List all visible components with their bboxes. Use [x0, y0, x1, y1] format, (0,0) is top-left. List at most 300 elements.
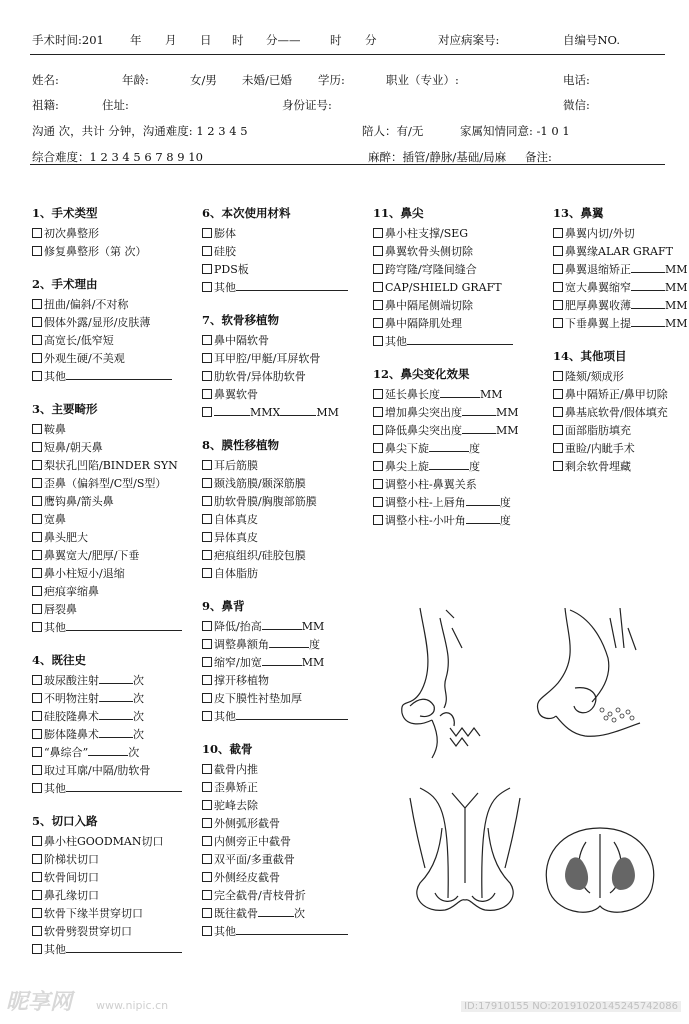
checkbox-item[interactable] — [553, 440, 688, 458]
checkbox-item[interactable] — [373, 422, 519, 440]
checklist-section — [373, 204, 519, 351]
checkbox-icon[interactable] — [373, 318, 383, 328]
checkbox-label: 歪鼻（偏斜型/C型/S型） — [44, 477, 167, 490]
checkbox-icon[interactable] — [32, 586, 42, 596]
fill-in-blank[interactable] — [99, 719, 133, 720]
section-title: 13、鼻翼 — [553, 206, 604, 220]
checklist-column — [202, 204, 348, 955]
watermark-logo: 昵享网 — [6, 990, 73, 1015]
checkbox-label: 缩窄/加宽 — [214, 656, 262, 669]
checkbox-icon[interactable] — [373, 246, 383, 256]
checkbox-icon[interactable] — [202, 407, 212, 417]
watermark-id: ID:17910155 NO:20191020145245742086 — [461, 1001, 681, 1012]
header-field-self-no: 自编号NO. — [563, 33, 620, 47]
section-title: 8、膜性移植物 — [202, 438, 280, 452]
fill-in-blank[interactable] — [631, 326, 665, 327]
checkbox-item[interactable] — [202, 386, 348, 404]
checkbox-item[interactable] — [553, 279, 688, 297]
checkbox-item[interactable] — [32, 708, 182, 726]
checkbox-item[interactable] — [373, 261, 519, 279]
checkbox-icon[interactable] — [553, 389, 563, 399]
checkbox-item[interactable] — [373, 404, 519, 422]
checkbox-icon[interactable] — [32, 944, 42, 954]
checkbox-icon[interactable] — [32, 353, 42, 363]
checkbox-icon[interactable] — [32, 424, 42, 434]
checkbox-icon[interactable] — [32, 890, 42, 900]
checkbox-icon[interactable] — [373, 407, 383, 417]
checkbox-label: 颞浅筋膜/颞深筋膜 — [214, 477, 306, 490]
checkbox-label: 肋软骨/异体肋软骨 — [214, 370, 306, 383]
checkbox-icon[interactable] — [32, 765, 42, 775]
checkbox-item[interactable] — [32, 475, 182, 493]
checkbox-icon[interactable] — [32, 926, 42, 936]
checkbox-icon[interactable] — [202, 478, 212, 488]
fill-in-blank[interactable] — [429, 469, 469, 470]
header-field-name: 姓名: — [32, 73, 59, 87]
checkbox-icon[interactable] — [202, 621, 212, 631]
checkbox-item[interactable] — [202, 672, 348, 690]
checkbox-item[interactable] — [32, 833, 182, 851]
checkbox-item[interactable] — [202, 923, 348, 941]
checkbox-label: 降低/抬高 — [214, 620, 262, 633]
fill-in-blank[interactable] — [631, 308, 665, 309]
checkbox-icon[interactable] — [202, 353, 212, 363]
checkbox-icon[interactable] — [202, 872, 212, 882]
fill-in-blank[interactable] — [440, 397, 480, 398]
checkbox-icon[interactable] — [373, 300, 383, 310]
checkbox-icon[interactable] — [202, 782, 212, 792]
unit-label: 次 — [294, 907, 305, 920]
checkbox-icon[interactable] — [373, 461, 383, 471]
checkbox-label: 撑开移植物 — [214, 674, 269, 687]
checkbox-item[interactable] — [202, 618, 348, 636]
checkbox-icon[interactable] — [202, 764, 212, 774]
checkbox-icon[interactable] — [32, 908, 42, 918]
checkbox-item[interactable] — [373, 494, 519, 512]
fill-in-blank[interactable] — [429, 451, 469, 452]
checkbox-icon[interactable] — [32, 711, 42, 721]
checkbox-item[interactable] — [32, 619, 182, 637]
unit-label: MM — [301, 620, 325, 633]
fill-in-blank[interactable] — [214, 415, 250, 416]
fill-in-blank[interactable] — [466, 523, 500, 524]
checkbox-item[interactable] — [373, 243, 519, 261]
checkbox-item[interactable] — [202, 368, 348, 386]
checkbox-icon[interactable] — [202, 890, 212, 900]
checkbox-item[interactable] — [202, 851, 348, 869]
checkbox-icon[interactable] — [202, 639, 212, 649]
unit-label: 度 — [499, 514, 511, 527]
checkbox-label: 鼻翼缘ALAR GRAFT — [565, 245, 673, 258]
checkbox-item[interactable] — [553, 243, 688, 261]
checkbox-icon[interactable] — [32, 622, 42, 632]
fill-in-blank[interactable] — [280, 415, 316, 416]
unit-label: MM — [665, 299, 688, 312]
checkbox-label: 软骨间切口 — [44, 871, 99, 884]
checkbox-item[interactable] — [32, 601, 182, 619]
checkbox-icon[interactable] — [553, 300, 563, 310]
checkbox-item[interactable] — [202, 708, 348, 726]
header-field-hour2: 时 — [330, 33, 342, 47]
header-field-address: 住址: — [102, 98, 129, 112]
checkbox-icon[interactable] — [32, 747, 42, 757]
checkbox-item[interactable] — [32, 547, 182, 565]
checkbox-item[interactable] — [202, 243, 348, 261]
checkbox-icon[interactable] — [202, 264, 212, 274]
checkbox-item[interactable] — [202, 547, 348, 565]
checkbox-item[interactable] — [202, 636, 348, 654]
checkbox-item[interactable] — [32, 350, 182, 368]
checkbox-icon[interactable] — [553, 264, 563, 274]
checkbox-label: 其他 — [44, 370, 66, 383]
checkbox-item[interactable] — [32, 905, 182, 923]
checkbox-icon[interactable] — [373, 479, 383, 489]
checkbox-icon[interactable] — [202, 908, 212, 918]
checkbox-item[interactable] — [32, 529, 182, 547]
checkbox-item[interactable] — [32, 726, 182, 744]
fill-in-blank[interactable] — [407, 344, 513, 345]
checkbox-icon[interactable] — [553, 407, 563, 417]
checkbox-label: 鼻中隔尾侧端切除 — [385, 299, 473, 312]
checkbox-label: 不明物注射 — [44, 692, 99, 705]
checkbox-icon[interactable] — [32, 693, 42, 703]
checkbox-icon[interactable] — [32, 854, 42, 864]
checkbox-icon[interactable] — [202, 460, 212, 470]
checkbox-label: 鞍鼻 — [44, 423, 66, 436]
checkbox-item[interactable] — [202, 261, 348, 279]
checkbox-icon[interactable] — [553, 461, 563, 471]
checkbox-item[interactable] — [32, 851, 182, 869]
checkbox-icon[interactable] — [32, 568, 42, 578]
checkbox-icon[interactable] — [202, 836, 212, 846]
checkbox-item[interactable] — [32, 923, 182, 941]
checklist-section — [202, 740, 348, 941]
checkbox-item[interactable] — [553, 225, 688, 243]
unit-label: MM — [301, 656, 325, 669]
checkbox-icon[interactable] — [202, 675, 212, 685]
checkbox-icon[interactable] — [373, 515, 383, 525]
checkbox-item[interactable] — [202, 690, 348, 708]
checkbox-icon[interactable] — [553, 228, 563, 238]
checkbox-icon[interactable] — [553, 371, 563, 381]
checkbox-item[interactable] — [553, 261, 688, 279]
header-field-communication: 沟通 次，共计 分钟，沟通难度: 1 2 3 4 5 — [32, 124, 248, 138]
checkbox-icon[interactable] — [553, 246, 563, 256]
checkbox-icon[interactable] — [32, 478, 42, 488]
checkbox-item[interactable] — [32, 941, 182, 959]
checkbox-item[interactable] — [32, 368, 182, 386]
checkbox-label: 双平面/多重截骨 — [214, 853, 295, 866]
checkbox-icon[interactable] — [202, 532, 212, 542]
fill-in-blank[interactable] — [631, 290, 665, 291]
checkbox-icon[interactable] — [32, 604, 42, 614]
header-field-consent: 家属知情同意: -1 0 1 — [460, 124, 570, 138]
checkbox-item[interactable] — [373, 476, 519, 494]
checkbox-item[interactable] — [202, 493, 348, 511]
checkbox-label: 其他 — [214, 925, 236, 938]
section-title: 6、本次使用材料 — [202, 206, 291, 220]
fill-in-blank[interactable] — [236, 719, 348, 720]
section-title: 4、既往史 — [32, 653, 87, 667]
checkbox-item[interactable] — [202, 350, 348, 368]
fill-in-blank[interactable] — [99, 683, 133, 684]
checkbox-icon[interactable] — [373, 228, 383, 238]
checkbox-icon[interactable] — [32, 514, 42, 524]
fill-in-blank[interactable] — [462, 433, 496, 434]
checkbox-icon[interactable] — [32, 532, 42, 542]
checkbox-icon[interactable] — [32, 729, 42, 739]
checkbox-item[interactable] — [202, 654, 348, 672]
fill-in-blank[interactable] — [269, 647, 309, 648]
unit-label: MM — [480, 388, 503, 401]
checkbox-label: 延长鼻长度 — [385, 388, 440, 401]
checkbox-item[interactable] — [32, 565, 182, 583]
section-title: 10、截骨 — [202, 742, 253, 756]
checklist-section — [202, 311, 348, 422]
checkbox-icon[interactable] — [32, 872, 42, 882]
checkbox-item[interactable] — [202, 905, 348, 923]
checkbox-icon[interactable] — [202, 550, 212, 560]
checkbox-icon[interactable] — [202, 854, 212, 864]
checkbox-item[interactable] — [373, 279, 519, 297]
checkbox-icon[interactable] — [553, 282, 563, 292]
checkbox-item[interactable] — [373, 440, 519, 458]
checkbox-icon[interactable] — [202, 246, 212, 256]
checkbox-icon[interactable] — [373, 264, 383, 274]
checkbox-icon[interactable] — [32, 550, 42, 560]
section-title: 1、手术类型 — [32, 206, 98, 220]
checkbox-item[interactable] — [202, 332, 348, 350]
unit-label: 次 — [133, 728, 144, 741]
header-field-age: 年龄: — [122, 73, 149, 87]
checkbox-icon[interactable] — [373, 497, 383, 507]
checkbox-item[interactable] — [373, 225, 519, 243]
checkbox-item[interactable] — [202, 225, 348, 243]
checkbox-label: PDS板 — [214, 263, 249, 276]
checkbox-label: 面部脂肪填充 — [565, 424, 631, 437]
unit-label: MM — [665, 281, 688, 294]
checkbox-item[interactable] — [202, 404, 348, 422]
checkbox-item[interactable] — [32, 780, 182, 798]
checkbox-icon[interactable] — [32, 371, 42, 381]
checkbox-item[interactable] — [553, 422, 688, 440]
checkbox-item[interactable] — [32, 511, 182, 529]
checkbox-icon[interactable] — [202, 371, 212, 381]
checkbox-item[interactable] — [202, 279, 348, 297]
checkbox-item[interactable] — [32, 744, 182, 762]
checkbox-item[interactable] — [32, 869, 182, 887]
checkbox-icon[interactable] — [32, 228, 42, 238]
checkbox-item[interactable] — [373, 315, 519, 333]
checkbox-icon[interactable] — [32, 460, 42, 470]
fill-in-blank[interactable] — [466, 505, 500, 506]
checkbox-label: 调整小柱-小叶角 — [385, 514, 466, 527]
checkbox-icon[interactable] — [202, 335, 212, 345]
checkbox-label: 短鼻/朝天鼻 — [44, 441, 103, 454]
checkbox-label: 梨状孔凹陷/BINDER SYN — [44, 459, 178, 472]
checkbox-item[interactable] — [202, 475, 348, 493]
fill-in-blank[interactable] — [631, 272, 665, 273]
checkbox-item[interactable] — [32, 421, 182, 439]
checkbox-item[interactable] — [373, 512, 519, 530]
checkbox-icon[interactable] — [202, 818, 212, 828]
checkbox-item[interactable] — [202, 779, 348, 797]
unit-label: 度 — [469, 442, 480, 455]
checkbox-item[interactable] — [202, 565, 348, 583]
fill-in-blank[interactable] — [66, 630, 182, 631]
checkbox-icon[interactable] — [202, 693, 212, 703]
checkbox-item[interactable] — [202, 457, 348, 475]
checklist-section — [202, 436, 348, 583]
checkbox-item[interactable] — [32, 672, 182, 690]
checkbox-item[interactable] — [553, 386, 688, 404]
checkbox-item[interactable] — [202, 833, 348, 851]
unit-label: 度 — [309, 638, 320, 651]
checkbox-icon[interactable] — [32, 783, 42, 793]
fill-in-blank[interactable] — [258, 916, 294, 917]
header-field-marital: 未婚/已婚 — [242, 73, 292, 87]
checkbox-label: “鼻综合” — [44, 746, 89, 759]
header-field-wechat: 微信: — [563, 98, 590, 112]
checkbox-item[interactable] — [32, 493, 182, 511]
checkbox-icon[interactable] — [202, 496, 212, 506]
unit-label: 次 — [133, 710, 144, 723]
checkbox-icon[interactable] — [32, 299, 42, 309]
checkbox-item[interactable] — [202, 869, 348, 887]
checkbox-icon[interactable] — [32, 335, 42, 345]
checkbox-item[interactable] — [373, 333, 519, 351]
unit-label: MMX — [250, 406, 281, 419]
unit-label: 次 — [133, 674, 144, 687]
checkbox-label: 阶梯状切口 — [44, 853, 99, 866]
checkbox-item[interactable] — [32, 225, 182, 243]
fill-in-blank[interactable] — [99, 701, 133, 702]
header-field-companion: 陪人：有/无 — [362, 124, 424, 138]
checkbox-item[interactable] — [373, 386, 519, 404]
checkbox-icon[interactable] — [202, 657, 212, 667]
checkbox-label: 扭曲/偏斜/不对称 — [44, 298, 129, 311]
fill-in-blank[interactable] — [88, 755, 128, 756]
fill-in-blank[interactable] — [236, 290, 348, 291]
checkbox-label: 调整鼻额角 — [214, 638, 269, 651]
checkbox-label: 完全截骨/青枝骨折 — [214, 889, 306, 902]
checkbox-icon[interactable] — [32, 442, 42, 452]
checkbox-label: 截骨内推 — [214, 763, 258, 776]
checkbox-icon[interactable] — [202, 800, 212, 810]
checkbox-label: 增加鼻尖突出度 — [385, 406, 462, 419]
checkbox-label: 膨体隆鼻术 — [44, 728, 99, 741]
checkbox-item[interactable] — [32, 690, 182, 708]
checkbox-icon[interactable] — [202, 228, 212, 238]
fill-in-blank[interactable] — [262, 665, 302, 666]
checkbox-label: 膨体 — [214, 227, 236, 240]
checkbox-item[interactable] — [202, 511, 348, 529]
checkbox-icon[interactable] — [202, 568, 212, 578]
checkbox-item[interactable] — [32, 296, 182, 314]
checkbox-item[interactable] — [32, 457, 182, 475]
checkbox-icon[interactable] — [32, 317, 42, 327]
checkbox-item[interactable] — [202, 797, 348, 815]
checkbox-icon[interactable] — [373, 282, 383, 292]
checkbox-item[interactable] — [373, 297, 519, 315]
checkbox-label: 鼻翼软骨头侧切除 — [385, 245, 473, 258]
checkbox-label: 鼻小柱GOODMAN切口 — [44, 835, 164, 848]
checkbox-item[interactable] — [553, 297, 688, 315]
checkbox-label: 鼻头肥大 — [44, 531, 88, 544]
checkbox-item[interactable] — [553, 368, 688, 386]
checkbox-icon[interactable] — [202, 389, 212, 399]
fill-in-blank[interactable] — [66, 952, 182, 953]
checkbox-item[interactable] — [32, 439, 182, 457]
fill-in-blank[interactable] — [66, 791, 182, 792]
checkbox-item[interactable] — [32, 314, 182, 332]
checkbox-icon[interactable] — [373, 443, 383, 453]
checkbox-item[interactable] — [32, 762, 182, 780]
checkbox-label: 鼻翼退缩矫正 — [565, 263, 631, 276]
checkbox-item[interactable] — [553, 404, 688, 422]
checkbox-item[interactable] — [32, 583, 182, 601]
unit-label: 次 — [128, 746, 140, 759]
checkbox-label: 其他 — [44, 621, 66, 634]
checkbox-item[interactable] — [32, 243, 182, 261]
checkbox-label: 其他 — [385, 335, 407, 348]
fill-in-blank[interactable] — [262, 629, 302, 630]
checkbox-icon[interactable] — [553, 425, 563, 435]
checkbox-label: 歪鼻矫正 — [214, 781, 258, 794]
checkbox-label: 调整小柱-上唇角 — [385, 496, 466, 509]
checkbox-icon[interactable] — [202, 282, 212, 292]
checkbox-label: 降低鼻尖突出度 — [385, 424, 462, 437]
checkbox-icon[interactable] — [202, 711, 212, 721]
fill-in-blank[interactable] — [66, 379, 172, 380]
nose-illustrations — [380, 598, 680, 923]
checkbox-icon[interactable] — [373, 389, 383, 399]
checkbox-label: 假体外露/显形/皮肤薄 — [44, 316, 151, 329]
checkbox-label: 调整小柱-鼻翼关系 — [385, 478, 477, 491]
checkbox-label: 下垂鼻翼上提 — [565, 317, 631, 330]
checkbox-icon[interactable] — [32, 836, 42, 846]
checkbox-icon[interactable] — [373, 425, 383, 435]
checkbox-item[interactable] — [202, 815, 348, 833]
checkbox-item[interactable] — [32, 332, 182, 350]
checkbox-item[interactable] — [373, 458, 519, 476]
fill-in-blank[interactable] — [99, 737, 133, 738]
checklist-section — [32, 651, 182, 798]
checkbox-icon[interactable] — [553, 318, 563, 328]
checklist-section — [202, 597, 348, 726]
checkbox-icon[interactable] — [553, 443, 563, 453]
checkbox-item[interactable] — [202, 887, 348, 905]
fill-in-blank[interactable] — [236, 934, 348, 935]
checkbox-label: 软骨下缘半贯穿切口 — [44, 907, 143, 920]
checkbox-item[interactable] — [202, 529, 348, 547]
header-field-surgery-time: 手术时间:201 — [32, 33, 104, 47]
checkbox-icon[interactable] — [32, 246, 42, 256]
checkbox-item[interactable] — [553, 315, 688, 333]
checkbox-icon[interactable] — [32, 675, 42, 685]
checkbox-icon[interactable] — [202, 926, 212, 936]
section-title: 5、切口入路 — [32, 814, 98, 828]
checkbox-item[interactable] — [202, 761, 348, 779]
checkbox-icon[interactable] — [32, 496, 42, 506]
checkbox-item[interactable] — [553, 458, 688, 476]
checkbox-icon[interactable] — [202, 514, 212, 524]
checkbox-label: 其他 — [214, 281, 236, 294]
checkbox-label: 唇裂鼻 — [44, 603, 77, 616]
checkbox-icon[interactable] — [373, 336, 383, 346]
checkbox-item[interactable] — [32, 887, 182, 905]
fill-in-blank[interactable] — [462, 415, 496, 416]
